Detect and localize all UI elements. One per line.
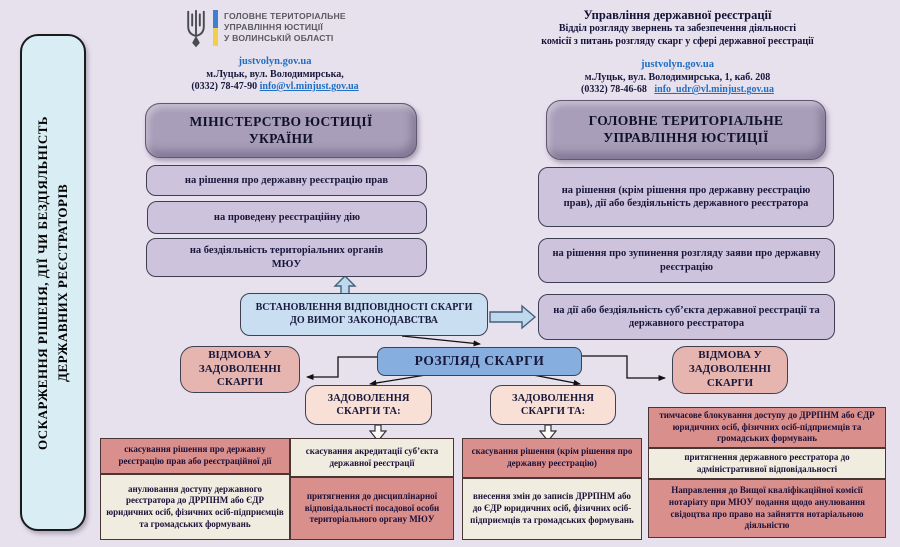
outcome-cell: Направлення до Вищої кваліфікаційної комісії нотаріату при МЮУ подання щодо анулювання свідоцтва про право на зайняття нотаріальною діяльністю	[648, 479, 886, 538]
right-site-link[interactable]: justvolyn.gov.ua	[641, 59, 714, 71]
org-name	[224, 8, 346, 45]
right-address: м.Луцьк, вул. Володимирська, 1, каб. 208	[584, 72, 771, 84]
review-complaint-box: РОЗГЛЯД СКАРГИ	[377, 347, 582, 376]
outcome-cell: скасування рішення (крім рішення про державну реєстрацію)	[462, 438, 642, 478]
outcome-cell: скасування рішення про державну реєстрацію прав або реєстраційної дії	[100, 438, 290, 474]
left-phone: (0332) 78-47-90	[191, 80, 258, 92]
right-phone: (0332) 78-46-68	[581, 84, 647, 96]
right-email-link[interactable]: info_udr@vl.minjust.gov.ua	[654, 84, 774, 96]
department-line1: Відділ розгляду звернень та забезпечення діяльності	[558, 23, 797, 35]
right-header-block	[465, 8, 890, 96]
left-site-link[interactable]: justvolyn.gov.ua	[238, 56, 312, 67]
vertical-title-banner	[20, 34, 86, 531]
outcome-cell: внесення змін до записів ДРРПНМ або до ЄДР юридичних осіб, фізичних осіб-підприємців та громадських формувань	[462, 478, 642, 540]
arrow-review-to-refuse-right	[582, 356, 665, 378]
trident-base	[192, 36, 200, 47]
left-address: м.Луцьк, вул. Володимирська,	[206, 68, 344, 80]
left-contact-block	[150, 56, 400, 93]
satisfy-left-box: ЗАДОВОЛЕННЯ СКАРГИ ТА:	[305, 385, 432, 425]
territorial-item-3: на дії або бездіяльність суб’єкта державної реєстрації та державного реєстратора	[538, 294, 835, 340]
territorial-item-2: на рішення про зупинення розгляду заяви про державну реєстрацію	[538, 238, 835, 283]
check-compliance-box: ВСТАНОВЛЕННЯ ВІДПОВІДНОСТІ СКАРГИ ДО ВИМОГ ЗАКОНОДАВСТВА	[240, 293, 488, 336]
trident-icon	[183, 8, 209, 50]
org-name-line1: ГОЛОВНЕ ТЕРИТОРІАЛЬНЕ	[224, 11, 346, 21]
flag-icon	[213, 10, 218, 46]
org-logo-block	[183, 8, 346, 50]
refuse-left-box: ВІДМОВА У ЗАДОВОЛЕННІ СКАРГИ	[180, 346, 300, 393]
satisfy-right-box: ЗАДОВОЛЕННЯ СКАРГИ ТА:	[490, 385, 616, 425]
ministry-item-3: на бездіяльність територіальних органів МЮУ	[146, 238, 427, 277]
ministry-item-2: на проведену реєстраційну дію	[147, 201, 427, 234]
block-arrow-right	[490, 306, 535, 328]
ministry-header: МІНІСТЕРСТВО ЮСТИЦІЇ УКРАЇНИ	[145, 103, 417, 158]
refuse-right-box: ВІДМОВА У ЗАДОВОЛЕННІ СКАРГИ	[672, 346, 788, 394]
outcome-cell: притягнення до дисциплінарної відповідальності посадової особи територіального органу МЮУ	[290, 477, 454, 540]
ministry-item-1: на рішення про державну реєстрацію прав	[146, 165, 427, 196]
territorial-item-1: на рішення (крім рішення про державну реєстрацію прав), дії або бездіяльність державного реєстратора	[538, 167, 834, 227]
vertical-title-text	[33, 116, 73, 450]
arrow-check-to-review	[402, 336, 480, 344]
vertical-title-line2: ДЕРЖАВНИХ РЕЄСТРАТОРІВ	[55, 183, 70, 382]
left-email-link[interactable]: info@vl.minjust.gov.ua	[259, 80, 359, 92]
vertical-title-line1: ОСКАРЖЕННЯ РІШЕНЯ, ДІЇ ЧИ БЕЗДІЯЛЬНІСТЬ	[34, 115, 50, 450]
territorial-header: ГОЛОВНЕ ТЕРИТОРІАЛЬНЕ УПРАВЛІННЯ ЮСТИЦІЇ	[546, 100, 826, 160]
outcome-cell: тимчасове блокування доступу до ДРРПНМ або ЄДР юридичних осіб, фізичних осіб-підприємців та громадських формувань	[648, 407, 886, 448]
outcome-cell: анулювання доступу державного реєстратора до ДРРПНМ або ЄДР юридичних осіб, фізичних осіб-підприємців та громадських формувань	[100, 474, 290, 540]
department-line2: комісії з питань розгляду скарг у сфері державної реєстрації	[541, 35, 814, 47]
org-name-line3: У ВОЛИНСЬКІЙ ОБЛАСТІ	[224, 33, 334, 44]
outcome-cell: притягнення державного реєстратора до адміністративної відповідальності	[648, 448, 886, 479]
org-name-line2: УПРАВЛІННЯ ЮСТИЦІЇ	[224, 22, 323, 33]
department-title: Управління державної реєстрації	[583, 8, 772, 22]
outcome-cell: скасування акредитації суб’єкта державної реєстрації	[290, 438, 454, 477]
arrow-review-to-refuse-left	[307, 357, 377, 377]
